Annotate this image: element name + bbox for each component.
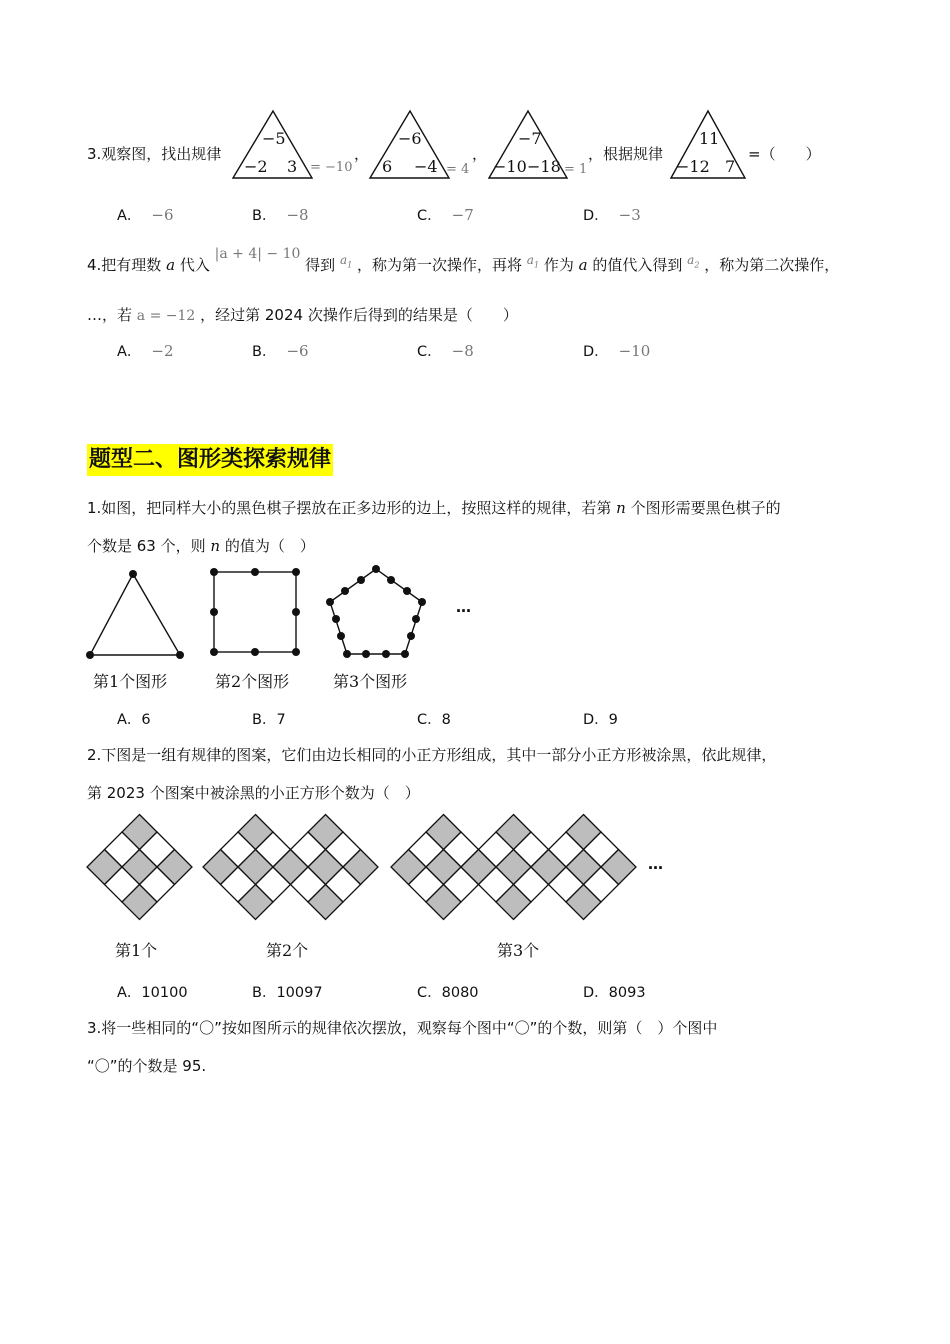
s2q1-option-a[interactable]	[117, 708, 151, 729]
q-text: 1.如图，把同样大小的黑色棋子摆放在正多边形的边上，按照这样的规律，若第	[87, 499, 612, 517]
option-label: A．	[117, 344, 142, 360]
q4-option-d[interactable]	[583, 340, 650, 361]
caption-pattern-3: 第3个	[497, 941, 540, 960]
q3-mid: ，根据规律	[588, 145, 664, 163]
q3-option-b[interactable]	[252, 204, 309, 225]
option-label: B．	[252, 344, 277, 360]
option-value: 8093	[608, 985, 646, 1001]
option-value: 8080	[441, 985, 479, 1001]
q4-line1	[87, 246, 840, 275]
s2q1-option-d[interactable]	[583, 708, 618, 729]
s2q2-option-c[interactable]	[417, 981, 479, 1002]
option-value: 7	[276, 712, 286, 728]
q4-text: ，经过第 2024 次操作后得到的结果是（ ）	[200, 306, 518, 324]
tri3-right: −18	[527, 157, 561, 176]
option-value: 6	[141, 712, 151, 728]
var-n: n	[616, 499, 626, 517]
tri1-top: −5	[262, 129, 286, 148]
q3-suffix: =（ ）	[748, 145, 821, 163]
option-value: 10097	[276, 985, 323, 1001]
option-label: C．	[417, 208, 442, 224]
q3-prefix: 3.观察图，找出规律	[87, 145, 222, 163]
tri3-top: −7	[518, 129, 542, 148]
caption-figure-3: 第3个图形	[333, 672, 408, 691]
tri2-right: −4	[414, 157, 438, 176]
q3-option-d[interactable]	[583, 204, 641, 225]
s2q1-option-b[interactable]	[252, 708, 286, 729]
s2-q2-line2: 第 2023 个图案中被涂黑的小正方形个数为（ ）	[87, 784, 420, 802]
option-label: B．	[252, 208, 277, 224]
var-a2: a2	[687, 253, 700, 270]
patterns-ellipsis: …	[648, 855, 663, 873]
tri2-top: −6	[398, 129, 422, 148]
var-a: a	[578, 256, 588, 274]
option-value: −10	[618, 342, 651, 360]
s2q2-option-a[interactable]	[117, 981, 188, 1002]
figure-triangle	[86, 570, 184, 659]
option-value: −7	[451, 206, 474, 224]
q4-text: 作为	[543, 256, 574, 274]
option-label: D．	[583, 344, 609, 360]
option-label: A．	[117, 712, 142, 728]
q4-option-b[interactable]	[252, 340, 309, 361]
caption-figure-2: 第2个图形	[215, 672, 290, 691]
figures-ellipsis: …	[456, 598, 471, 616]
option-value: −6	[286, 342, 309, 360]
q4-text: 4.把有理数	[87, 256, 162, 274]
option-label: D．	[583, 712, 609, 728]
option-label: C．	[417, 985, 442, 1001]
q-text: 个图形需要黑色棋子的	[630, 499, 781, 517]
q3-option-c[interactable]	[417, 204, 474, 225]
q4-line2	[87, 304, 518, 325]
q4-text: 的值代入得到	[592, 256, 683, 274]
s2-q1-line2	[87, 535, 315, 556]
q3-option-a[interactable]	[117, 204, 174, 225]
var-a1: a1	[339, 253, 353, 270]
option-value: −8	[451, 342, 474, 360]
option-label: B．	[252, 985, 277, 1001]
option-value: −6	[151, 206, 174, 224]
q4-formula: |a + 4| − 10	[214, 246, 301, 262]
option-label: D．	[583, 985, 609, 1001]
q4-text: …，若	[87, 306, 133, 324]
q4-condition: a = −12	[136, 308, 196, 324]
q4-option-a[interactable]	[117, 340, 174, 361]
option-label: A．	[117, 985, 142, 1001]
q4-text: ，称为第二次操作，	[704, 256, 840, 274]
tri4-right: 7	[725, 157, 736, 176]
tri4-left: −12	[676, 157, 710, 176]
caption-pattern-1: 第1个	[115, 941, 158, 960]
q4-option-c[interactable]	[417, 340, 474, 361]
diamond-patterns	[0, 805, 950, 935]
option-label: D．	[583, 208, 609, 224]
s2-q3-line1: 3.将一些相同的“〇”按如图所示的规律依次摆放，观察每个图中“〇”的个数，则第（ ）个图中	[87, 1019, 718, 1037]
q-text: 的值为（ ）	[224, 537, 315, 555]
option-value: −2	[151, 342, 174, 360]
tri2-eq: = 4	[446, 162, 470, 177]
option-value: 8	[441, 712, 451, 728]
s2q1-option-c[interactable]	[417, 708, 451, 729]
option-value: −8	[286, 206, 309, 224]
var-a1: a1	[526, 253, 540, 270]
var-a: a	[166, 256, 176, 274]
tri1-eq: = −10	[310, 160, 353, 175]
s2-q1-line1	[87, 497, 781, 518]
tri1-right: 3	[287, 157, 298, 176]
q-text: 个数是 63 个，则	[87, 537, 206, 555]
option-value: 10100	[141, 985, 188, 1001]
option-label: B．	[252, 712, 277, 728]
comma-2: ，	[472, 145, 488, 163]
s2-q2-line1: 2.下图是一组有规律的图案，它们由边长相同的小正方形组成，其中一部分小正方形被涂黑，依此规律，	[87, 746, 777, 764]
figure-pentagon	[326, 565, 426, 658]
option-label: C．	[417, 344, 442, 360]
caption-pattern-2: 第2个	[266, 941, 309, 960]
q4-text: ，称为第一次操作，再将	[357, 256, 523, 274]
s2-q3-line2: “〇”的个数是 95.	[87, 1057, 207, 1075]
q4-text: 得到	[305, 256, 336, 274]
polygon-figures	[0, 560, 950, 670]
tri3-eq: = 1	[564, 162, 588, 177]
option-label: A．	[117, 208, 142, 224]
q4-text: 代入	[179, 256, 210, 274]
figure-square	[210, 568, 300, 656]
option-value: 9	[608, 712, 618, 728]
tri2-left: 6	[382, 157, 393, 176]
s2q2-option-d[interactable]	[583, 981, 646, 1002]
comma-1: ，	[354, 145, 370, 163]
tri4-top: 11	[699, 129, 720, 148]
option-value: −3	[618, 206, 641, 224]
tri3-left: −10	[493, 157, 527, 176]
var-n: n	[210, 537, 221, 555]
section-heading: 题型二、图形类探索规律	[87, 444, 333, 476]
tri1-left: −2	[244, 157, 268, 176]
s2q2-option-b[interactable]	[252, 981, 323, 1002]
option-label: C．	[417, 712, 442, 728]
caption-figure-1: 第1个图形	[93, 672, 168, 691]
